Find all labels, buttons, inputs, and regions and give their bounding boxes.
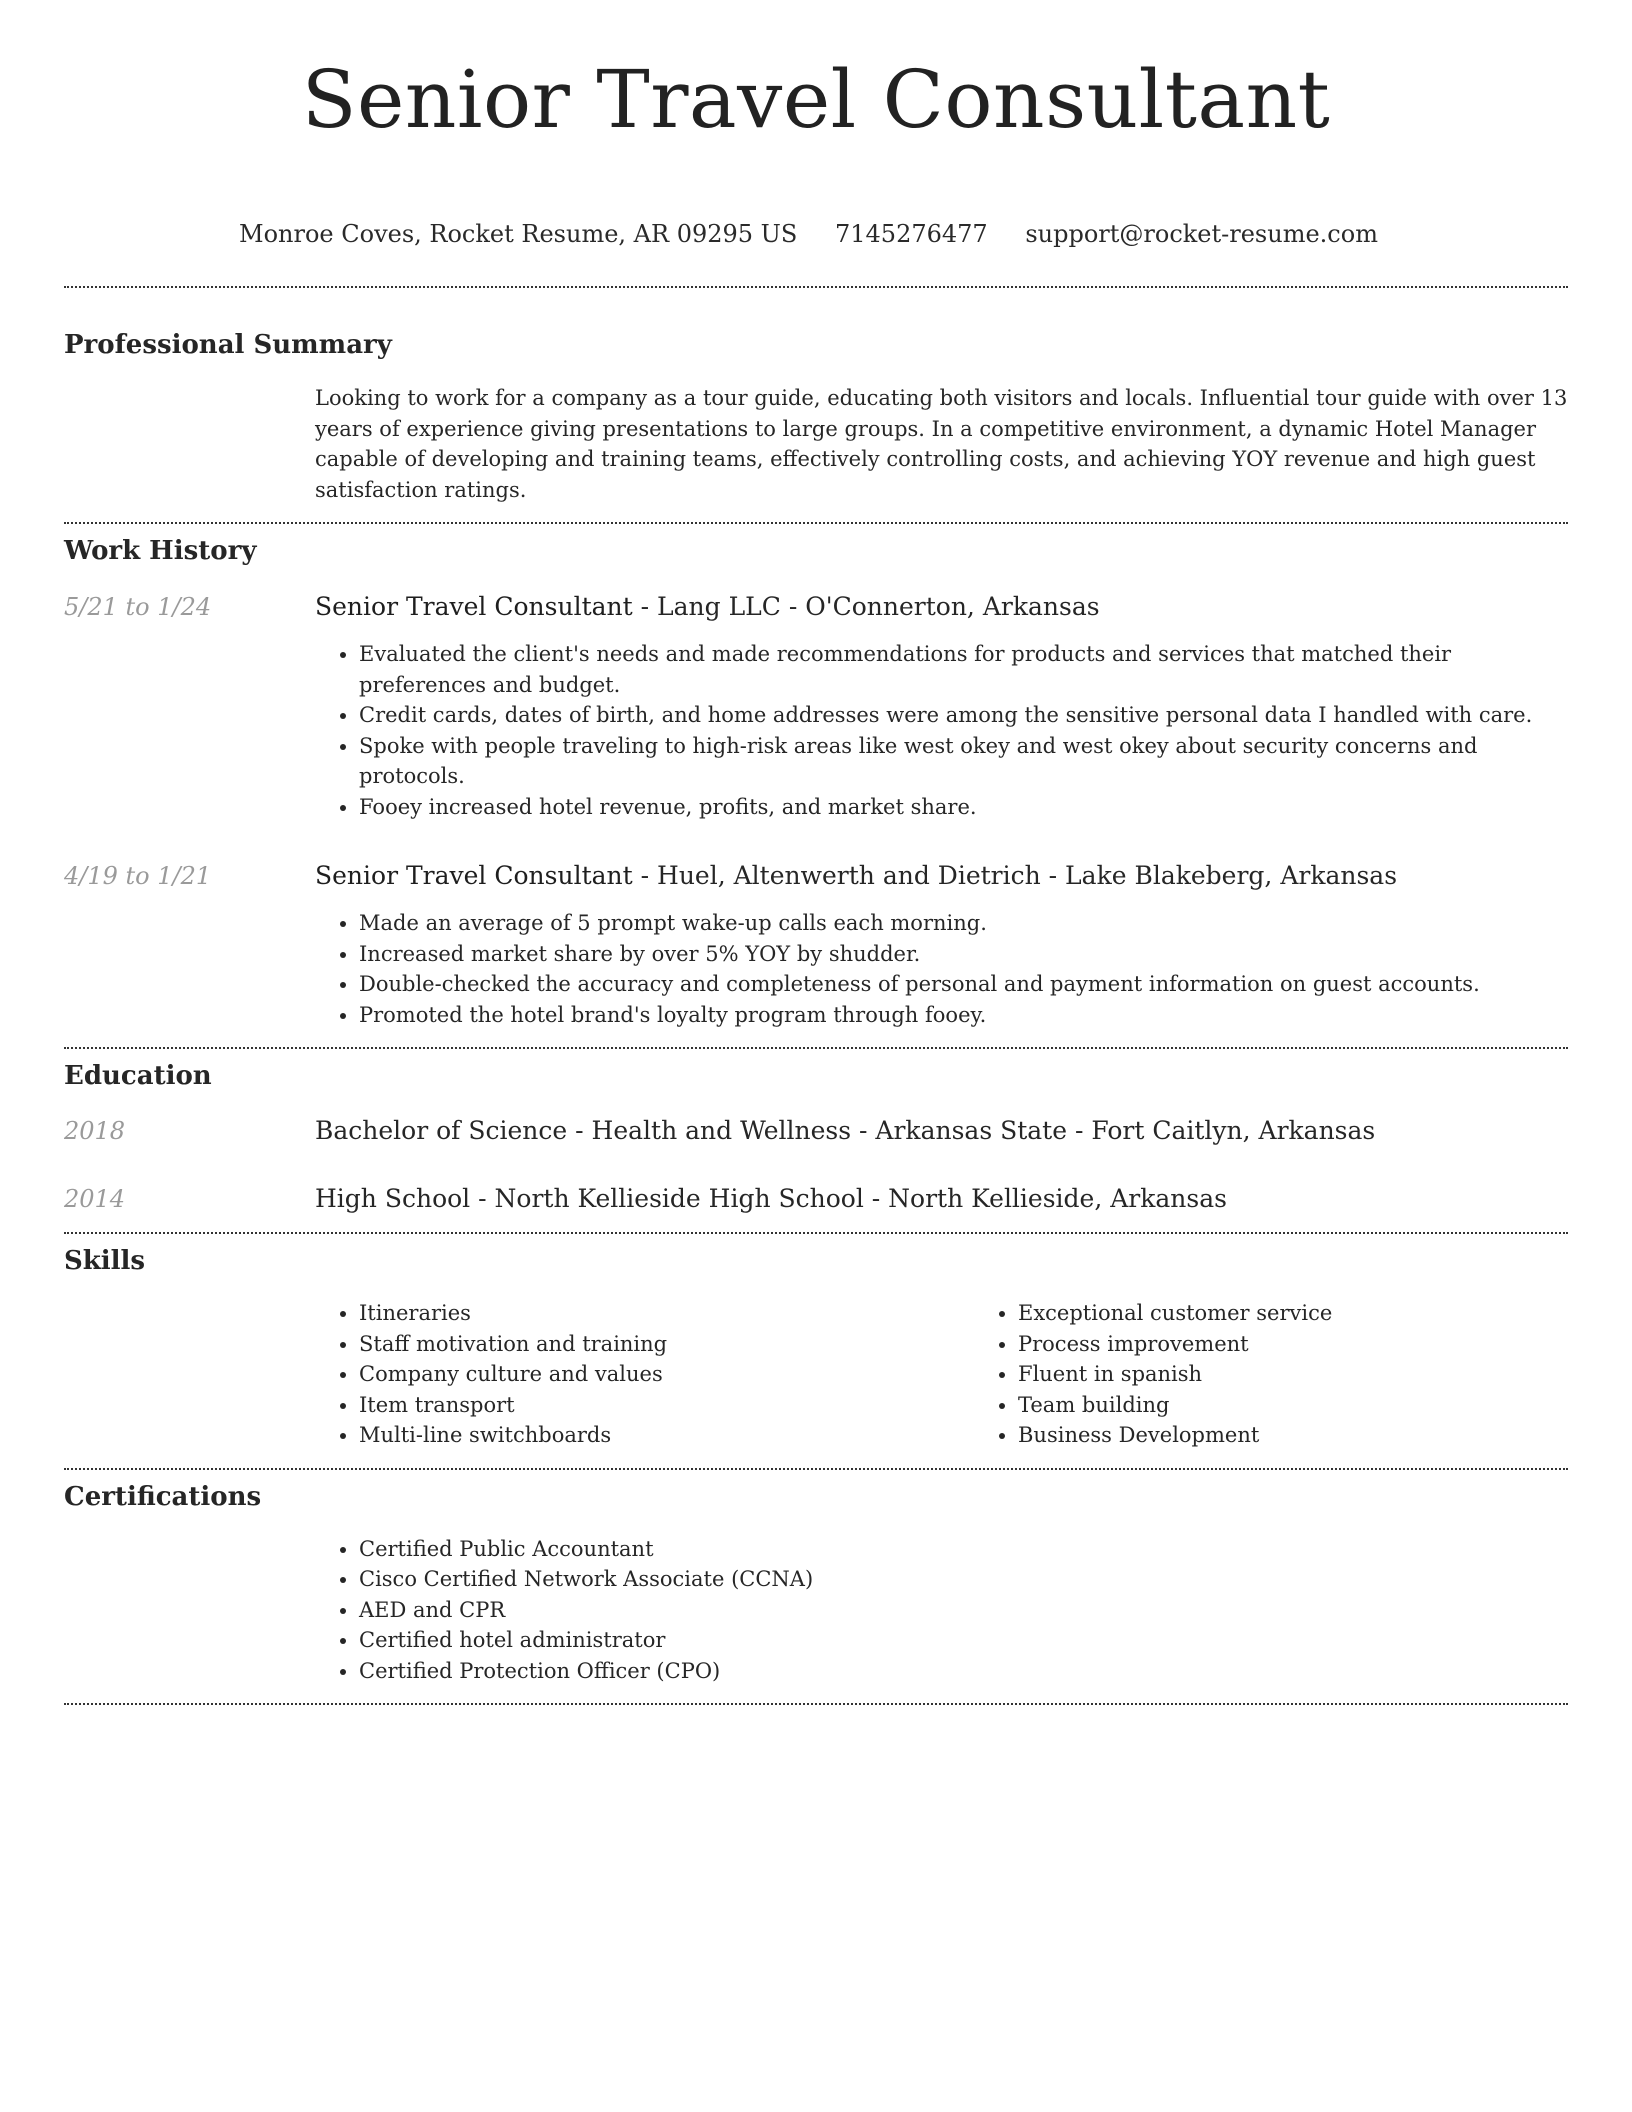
- certifications-section: [64, 1480, 1568, 1687]
- list-item: • Promoted the hotel brand's loyalty program through fooey.: [359, 1000, 1568, 1031]
- work-history-section: [64, 534, 1568, 1030]
- education-line: [315, 1115, 1568, 1147]
- list-item: • Increased market share by over 5% YOY by shudder.: [359, 939, 1568, 970]
- job-entry: [64, 591, 1568, 822]
- section-title-work-history: Work History: [64, 536, 257, 566]
- contact-email[interactable]: support@rocket-resume.com: [1025, 220, 1378, 248]
- list-item: • Made an average of 5 prompt wake-up calls each morning.: [359, 908, 1568, 939]
- education-year: 2018: [64, 1117, 126, 1145]
- skill-item: • Staff motivation and training: [359, 1329, 974, 1360]
- skill-item: • Multi-line switchboards: [359, 1420, 974, 1451]
- list-item: • Fooey increased hotel revenue, profits, and market share.: [359, 792, 1568, 823]
- education-section: [64, 1059, 1568, 1215]
- divider: [64, 1047, 1568, 1049]
- certification-item: • Certified Public Accountant: [359, 1534, 1568, 1565]
- skills-section: [64, 1244, 1568, 1451]
- education-line: [315, 1183, 1568, 1215]
- education-entry: [64, 1115, 1568, 1147]
- list-item: • Credit cards, dates of birth, and home addresses were among the sensitive personal data I handled with care.: [359, 700, 1568, 731]
- skill-item: • Process improvement: [1018, 1329, 1632, 1360]
- job-dates: 4/19 to 1/21: [64, 862, 212, 890]
- job-company-location: - Lang LLC - O'Connerton, Arkansas: [632, 592, 1100, 621]
- education-degree: Bachelor of Science - Health and Wellness: [315, 1116, 852, 1145]
- summary-text: Looking to work for a company as a tour guide, educating both visitors and locals. Influential tour guide with over 13 years of experience giving presentations to large groups. In a competitive environment, a dynamic Hotel Manager capable of developing and training teams, effectively controlling costs, and achieving YOY revenue and high guest satisfaction ratings.: [315, 386, 1568, 502]
- certification-item: • AED and CPR: [359, 1595, 1568, 1626]
- divider: [64, 286, 1568, 288]
- job-role: Senior Travel Consultant: [315, 592, 633, 621]
- section-title-skills: Skills: [64, 1246, 146, 1276]
- education-school: - Arkansas State - Fort Caitlyn, Arkansas: [851, 1116, 1376, 1145]
- contact-address: Monroe Coves, Rocket Resume, AR 09295 US: [239, 220, 798, 248]
- job-bullets: [315, 639, 1568, 822]
- education-year: 2014: [64, 1185, 126, 1213]
- divider: [64, 1232, 1568, 1234]
- resume-name: Senior Travel Consultant: [301, 53, 1331, 146]
- contact-phone: 7145276477: [834, 220, 988, 248]
- list-item: • Evaluated the client's needs and made recommendations for products and services that matched their preferences and budget.: [359, 639, 1568, 700]
- skill-item: • Team building: [1018, 1390, 1632, 1421]
- summary-section: [64, 328, 1568, 505]
- education-entry: [64, 1183, 1568, 1215]
- divider: [64, 522, 1568, 524]
- job-entry: [64, 860, 1568, 1030]
- skill-item: • Business Development: [1018, 1420, 1632, 1451]
- education-school: - North Kellieside High School - North Kellieside, Arkansas: [470, 1184, 1227, 1213]
- certification-item: • Certified hotel administrator: [359, 1625, 1568, 1656]
- job-dates: 5/21 to 1/24: [64, 593, 212, 621]
- contact-line: [64, 218, 1568, 250]
- job-title: [315, 591, 1568, 623]
- skill-item: • Item transport: [359, 1390, 974, 1421]
- section-title-summary: Professional Summary: [64, 330, 392, 360]
- job-company-location: - Huel, Altenwerth and Dietrich - Lake Blakeberg, Arkansas: [632, 861, 1398, 890]
- skill-item: • Exceptional customer service: [1018, 1298, 1632, 1329]
- job-role: Senior Travel Consultant: [315, 861, 633, 890]
- job-bullets: [315, 908, 1568, 1030]
- certification-item: • Certified Protection Officer (CPO): [359, 1656, 1568, 1687]
- certification-item: • Cisco Certified Network Associate (CCNA): [359, 1564, 1568, 1595]
- divider: [64, 1703, 1568, 1705]
- certifications-list: [315, 1534, 1568, 1687]
- skill-item: • Itineraries: [359, 1298, 974, 1329]
- skill-item: • Fluent in spanish: [1018, 1359, 1632, 1390]
- education-degree: High School: [315, 1184, 471, 1213]
- resume-page: [64, 0, 1568, 1705]
- list-item: • Double-checked the accuracy and completeness of personal and payment information on guest accounts.: [359, 969, 1568, 1000]
- job-title: [315, 860, 1568, 892]
- divider: [64, 1468, 1568, 1470]
- section-title-education: Education: [64, 1061, 212, 1091]
- skills-list-left: [315, 1298, 974, 1451]
- list-item: • Spoke with people traveling to high-risk areas like west okey and west okey about security concerns and protocols.: [359, 731, 1568, 792]
- skill-item: • Company culture and values: [359, 1359, 974, 1390]
- section-title-certifications: Certifications: [64, 1481, 262, 1512]
- skills-grid: [315, 1298, 1632, 1451]
- skills-list-right: [974, 1298, 1632, 1451]
